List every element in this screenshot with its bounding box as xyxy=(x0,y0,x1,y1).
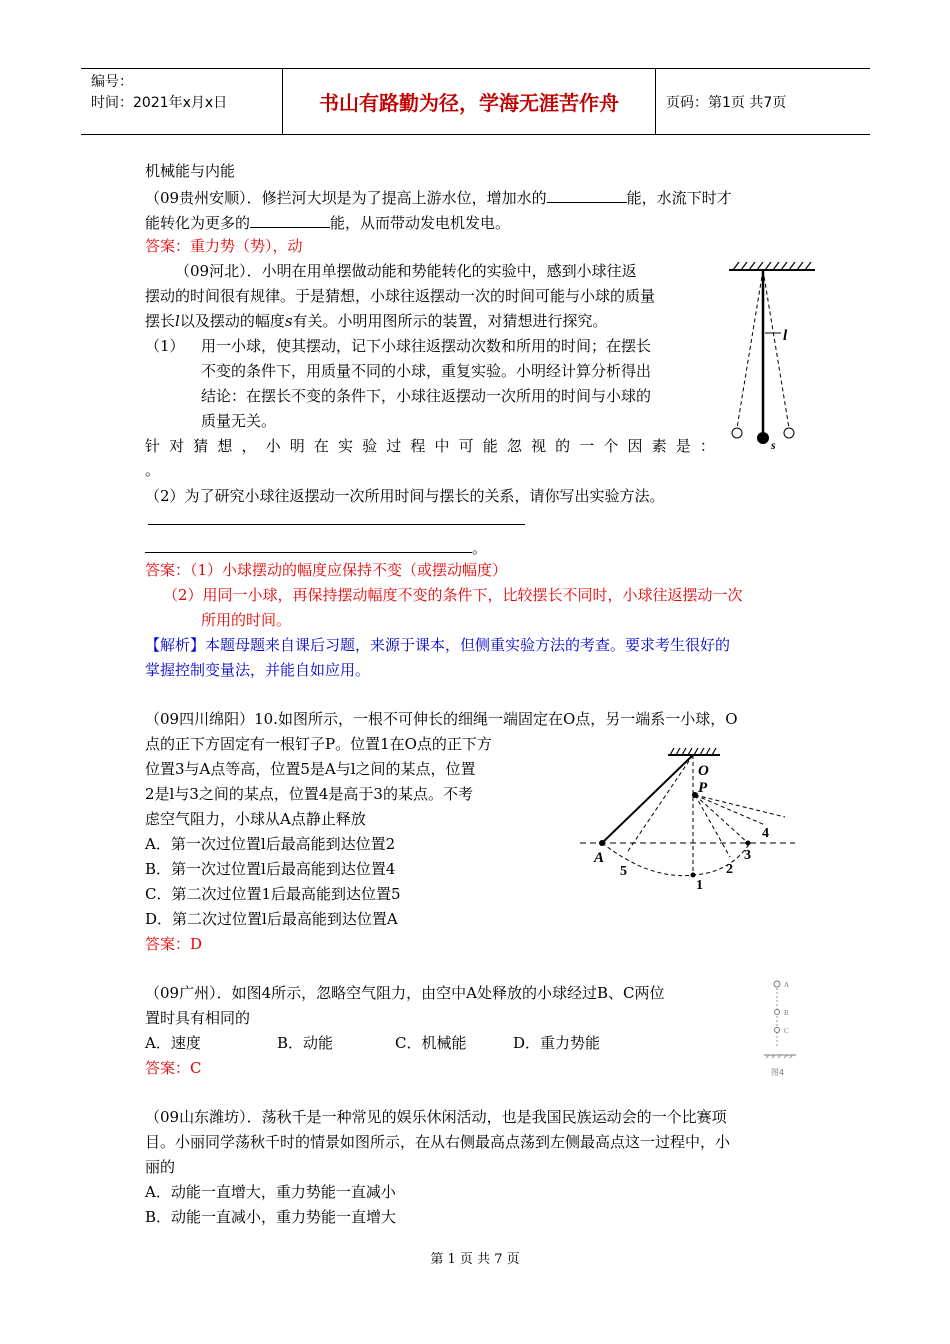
q2-analysis-1: 【解析】本题母题来自课后习题，来源于课本，但侧重实验方法的考查。要求考生很好的 xyxy=(145,636,731,654)
q1-line1: （09贵州安顺）．修拦河大坝是为了提高上游水位，增加水的 能，水流下时才 xyxy=(145,186,732,208)
q5-option-b: B．动能一直减小，重力势能一直增大 xyxy=(145,1208,397,1226)
q5-line2: 目。小丽同学荡秋千时的情景如图所示，在从右侧最高点荡到左侧最高点这一过程中，小 xyxy=(145,1133,731,1151)
page-header xyxy=(81,68,870,135)
point-p-label: P xyxy=(698,780,708,796)
neglect-char: 猜 xyxy=(193,437,209,455)
q2-neglect-line xyxy=(145,436,715,456)
q2-neglect-end: 。 xyxy=(145,461,161,479)
position-5-label: 5 xyxy=(620,864,627,879)
length-label: l xyxy=(783,328,788,344)
neglect-char: 因 xyxy=(627,437,643,455)
blank xyxy=(250,211,330,228)
blank xyxy=(547,186,627,203)
q3-line4: 2是l与3之间的某点，位置4是高于3的某点。不考 xyxy=(145,785,473,803)
neglect-char: 小 xyxy=(265,437,281,455)
q2-answer-2a: （2）用同一小球，再保持摆动幅度不变的条件下，比较摆长不同时，小球往返摆动一次 xyxy=(163,586,743,604)
page-footer: 第 1 页 共 7 页 xyxy=(430,1252,520,1267)
neglect-char: 视 xyxy=(531,437,547,455)
position-3-label: 3 xyxy=(744,848,751,863)
q4-answer: 答案：C xyxy=(145,1059,202,1077)
q2-part1-number: （1） xyxy=(145,337,185,355)
q3-answer: 答案：D xyxy=(145,935,203,953)
q4-line2: 置时具有相同的 xyxy=(145,1009,251,1027)
q2-line2: 摆动的时间很有规律。于是猜想，小球往返摆动一次的时间可能与小球的质量 xyxy=(145,287,656,305)
neglect-char: 忽 xyxy=(506,437,522,455)
neglect-char: 实 xyxy=(338,437,354,455)
point-o-label: O xyxy=(698,763,709,779)
q3-option-d: D．第二次过位置l后最高能到达位置A xyxy=(145,910,398,928)
q3-line3: 位置3与A点等高，位置5是A与l之间的某点，位置 xyxy=(145,760,476,778)
neglect-char: 程 xyxy=(410,437,426,455)
neglect-char: 的 xyxy=(555,437,571,455)
number-label: 编号： xyxy=(91,74,133,90)
figure4-c-label: C xyxy=(784,1027,789,1035)
position-4-label: 4 xyxy=(762,826,769,841)
neglect-char: 可 xyxy=(458,437,474,455)
q3-option-c: C．第二次过位置1后最高能到达位置5 xyxy=(145,885,401,903)
q2-line1: （09河北）．小明在用单摆做动能和势能转化的实验中，感到小球往返 xyxy=(175,262,637,280)
q5-option-a: A．动能一直增大，重力势能一直减小 xyxy=(145,1183,396,1201)
neglect-char: 中 xyxy=(434,437,450,455)
neglect-char: 验 xyxy=(362,437,378,455)
nail-pendulum-figure xyxy=(580,745,795,893)
neglect-char: 是 xyxy=(675,437,691,455)
q1-answer: 答案：重力势（势），动 xyxy=(145,237,303,255)
neglect-char: 素 xyxy=(651,437,667,455)
header-motto: 书山有路勤为径，学海无涯苦作舟 xyxy=(283,69,656,134)
neglect-char: 个 xyxy=(603,437,619,455)
q2-part1-line1: 用一小球，使其摆动，记下小球往返摆动次数和所用的时间；在摆长 xyxy=(201,337,652,355)
q2-answer-1: 答案：（1）小球摆动的幅度应保持不变（或摆动幅度） xyxy=(145,561,508,579)
q4-option-d: D．重力势能 xyxy=(513,1034,601,1052)
neglect-char: 一 xyxy=(579,437,595,455)
q4-line1: （09广州）．如图4所示，忽略空气阻力，由空中A处释放的小球经过B、C两位 xyxy=(145,984,665,1002)
q4-option-a: A．速度 xyxy=(145,1034,201,1052)
q3-option-b: B．第一次过位置l后最高能到达位置4 xyxy=(145,860,396,878)
figure4-a-label: A xyxy=(784,981,790,989)
q3-line5: 虑空气阻力，小球从A点静止释放 xyxy=(145,810,366,828)
neglect-char: 在 xyxy=(313,437,329,455)
q3-line1: （09四川绵阳）10.如图所示，一根不可伸长的细绳一端固定在O点，另一端系一小球，O xyxy=(145,710,738,728)
q2-part1-line3: 结论：在摆长不变的条件下，小球往返摆动一次所用的时间与小球的 xyxy=(201,387,652,405)
time-label: 时间：2021年x月x日 xyxy=(91,95,228,111)
position-1-label: 1 xyxy=(696,878,703,893)
q2-part1-line2: 不变的条件下，用质量不同的小球，重复实验。小明经计算分析得出 xyxy=(201,362,652,380)
neglect-char: 对 xyxy=(169,437,185,455)
q2-line3: 摆长l以及摆动的幅度s有关。小明用图所示的装置，对猜想进行探究。 xyxy=(145,312,608,330)
header-page-info: 页码：第1页 共7页 xyxy=(666,94,787,111)
amplitude-label: s xyxy=(771,438,776,452)
q2-blank-line-2: 。 xyxy=(145,536,487,558)
neglect-char: 过 xyxy=(386,437,402,455)
neglect-char: 想 xyxy=(217,437,233,455)
q3-line2: 点的正下方固定有一根钉子P。位置1在O点的正下方 xyxy=(145,735,492,753)
q2-part1-line4: 质量无关。 xyxy=(201,412,277,430)
section-title: 机械能与内能 xyxy=(145,162,236,180)
q2-part2: （2）为了研究小球往返摆动一次所用时间与摆长的关系，请你写出实验方法。 xyxy=(145,487,665,505)
q5-line3: 丽的 xyxy=(145,1158,176,1176)
figure4-b-label: B xyxy=(784,1009,789,1017)
neglect-char: ， xyxy=(241,437,257,455)
neglect-char: ： xyxy=(699,437,715,455)
q2-answer-2b: 所用的时间。 xyxy=(201,611,292,629)
position-2-label: 2 xyxy=(726,862,733,877)
neglect-char: 能 xyxy=(482,437,498,455)
point-a-label: A xyxy=(594,850,605,866)
q2-analysis-2: 掌握控制变量法，并能自如应用。 xyxy=(145,661,371,679)
q5-line1: （09山东潍坊）．荡秋千是一种常见的娱乐休闲活动，也是我国民族运动会的一个比赛项 xyxy=(145,1108,727,1126)
header-meta xyxy=(81,69,283,134)
q3-option-a: A．第一次过位置l后最高能到达位置2 xyxy=(145,835,396,853)
figure4-caption: 图4 xyxy=(771,1068,785,1077)
falling-ball-figure xyxy=(762,978,802,1080)
answer-blank-line-1 xyxy=(148,524,525,525)
neglect-char: 明 xyxy=(289,437,305,455)
pendulum-ball xyxy=(757,432,769,444)
q1-line2: 能转化为更多的 能，从而带动发电机发电。 xyxy=(145,211,510,233)
q4-option-c: C．机械能 xyxy=(395,1034,467,1052)
blank xyxy=(145,536,472,553)
pendulum-figure xyxy=(725,258,820,453)
neglect-char: 针 xyxy=(145,437,161,455)
q4-option-b: B．动能 xyxy=(277,1034,334,1052)
